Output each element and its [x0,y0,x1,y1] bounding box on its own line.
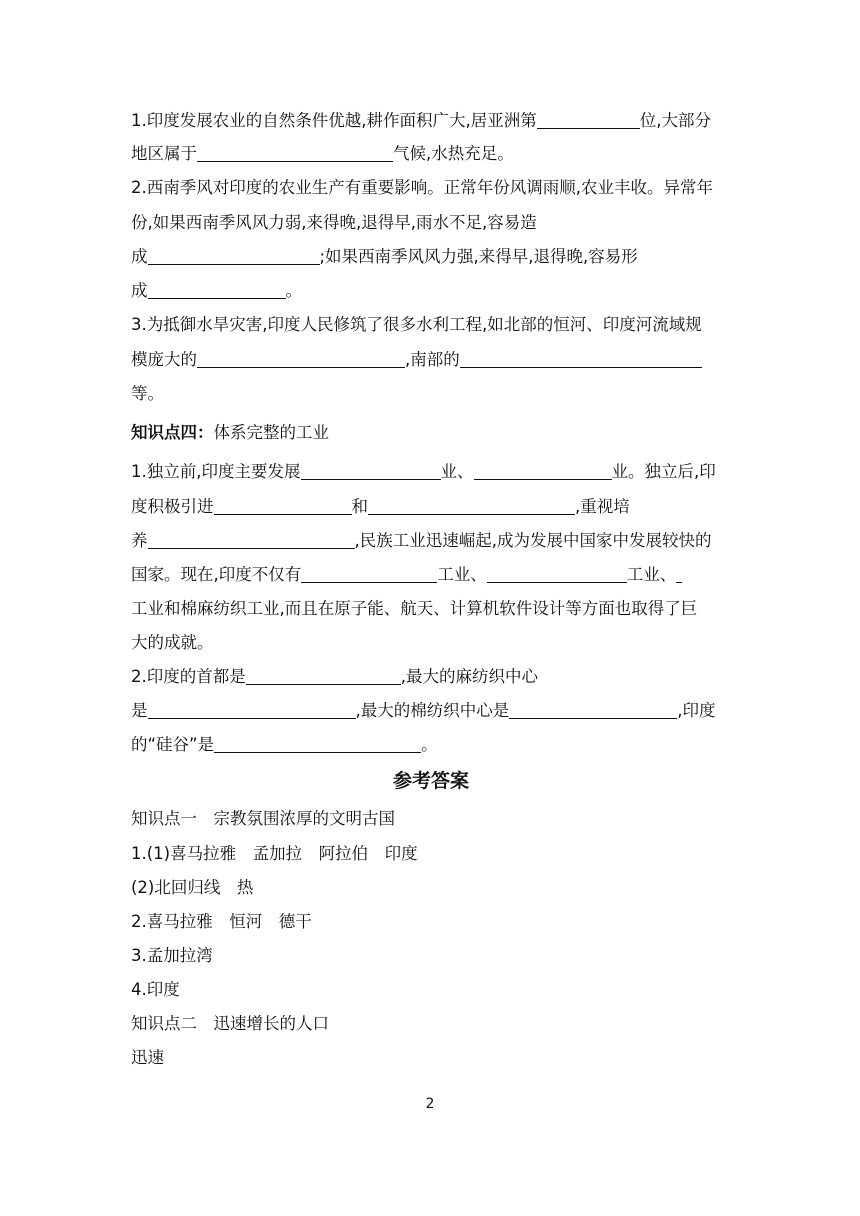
q3-text-1: 3.为抵御水旱灾害,印度人民修筑了很多水利工程,如北部的恒河、印度河流域规 [131,315,702,334]
s4q1-text-1b: 业、 [440,462,474,481]
s4q1-blank-industry-5[interactable] [676,564,682,583]
answer-line: 4.印度 [131,980,180,999]
s4q2-blank-silicon-valley[interactable] [214,734,421,753]
s4q1-text-1c: 业。独立后,印 [611,462,716,481]
q2-blank-drought[interactable] [148,246,320,265]
answer-line: 1.(1)喜马拉雅 孟加拉 阿拉伯 印度 [131,844,418,863]
s4q1-line-3 [131,524,712,557]
q2-text-1: 2.西南季风对印度的农业生产有重要影响。正常年份风调雨顺,农业丰收。异常年 [131,178,713,197]
q2-line-1 [131,171,713,204]
s4q1-blank-industry-2[interactable] [474,461,612,480]
s4q2-text-1b: ,最大的麻纺织中心 [400,667,538,686]
s4q1-text-5: 工业和棉麻纺织工业,而且在原子能、航天、计算机软件设计等方面也取得了巨 [131,599,698,618]
answer-line: (2)北回归线 热 [131,878,254,897]
s4q2-text-1: 2.印度的首都是 [131,667,246,686]
q1-text-cont: 位,大部分 [639,111,711,130]
q3-text-3: 等。 [131,384,164,403]
q3-blank-south[interactable] [460,349,702,368]
s4q2-line-2 [131,694,716,727]
s4q1-blank-industry-1[interactable] [301,461,441,480]
s4q1-text-4: 国家。现在,印度不仅有 [131,565,302,584]
answer-line: 知识点一 宗教氛围浓厚的文明古国 [131,809,395,828]
q3-text-2-cont: ,南部的 [405,350,460,369]
q3-blank-north[interactable] [197,349,405,368]
q3-line-2 [131,343,702,376]
s4q2-line-3 [131,728,438,761]
q3-text-2: 模庞大的 [131,350,197,369]
q2-text-3-cont: ;如果西南季风风力强,来得早,退得晚,容易形 [319,247,638,266]
q2-blank-flood[interactable] [148,280,286,299]
s4q1-text-2: 度积极引进 [131,497,214,516]
q2-line-3 [131,240,638,273]
s4q2-text-2c: ,印度 [677,701,716,720]
s4q1-text-4c: 工业、 [626,565,677,584]
s4q1-text-2c: ,重视培 [575,497,630,516]
q2-line-2 [131,206,537,239]
s4q2-text-3: 的“硅谷”是 [131,735,215,754]
q2-text-2: 份,如果西南季风风力弱,来得晚,退得早,雨水不足,容易造 [131,213,537,232]
s4q1-text-3: 养 [131,531,148,550]
answer-line: 知识点二 迅速增长的人口 [131,1014,329,1033]
q1-text: 1.印度发展农业的自然条件优越,耕作面积广大,居亚洲第 [131,111,537,130]
s4q1-text-2b: 和 [351,497,368,516]
answers-title: 参考答案 [392,770,469,792]
q1-blank-rank[interactable] [537,110,640,129]
q3-line-1 [131,308,702,341]
s4q1-line-1 [131,455,716,488]
s4q1-blank-industry-3[interactable] [301,564,437,583]
q2-text-3: 成 [131,247,148,266]
s4q2-blank-capital[interactable] [246,666,401,685]
s4q1-blank-industry-4[interactable] [487,564,627,583]
s4q2-text-2: 是 [131,701,148,720]
s4q2-blank-jute-center[interactable] [148,700,356,719]
q3-line-3 [131,377,164,410]
section-4-title: 体系完整的工业 [213,423,329,442]
answer-line: 2.喜马拉雅 恒河 德干 [131,912,312,931]
s4q2-blank-cotton-center[interactable] [509,700,677,719]
answer-line: 迅速 [131,1048,164,1067]
s4q1-text-1: 1.独立前,印度主要发展 [131,462,301,481]
s4q1-line-2 [131,490,630,523]
q1-text-2: 地区属于 [131,144,197,163]
s4q1-blank-import-2[interactable] [368,496,575,515]
s4q1-line-5 [131,592,697,625]
q1-text-2-cont: 气候,水热充足。 [393,144,514,163]
q2-text-4: 成 [131,281,148,300]
s4q1-blank-import-1[interactable] [214,496,352,515]
s4q1-blank-cultivate[interactable] [148,530,355,549]
q1-line-1 [131,104,711,137]
answer-line: 3.孟加拉湾 [131,946,213,965]
section-4-label: 知识点四： [131,423,214,442]
s4q1-text-3b: ,民族工业迅速崛起,成为发展中国家中发展较快的 [354,531,712,550]
s4q2-text-3b: 。 [421,735,438,754]
s4q2-line-1 [131,660,538,693]
s4q1-text-6: 大的成就。 [131,633,214,652]
s4q1-text-4b: 工业、 [437,565,487,584]
q1-line-2 [131,137,514,170]
s4q2-text-2b: ,最大的棉纺织中心是 [355,701,510,720]
q2-text-4-end: 。 [285,281,302,300]
page-number: 2 [425,1096,435,1112]
q2-line-4 [131,274,302,307]
section-4-heading [131,416,329,449]
s4q1-line-4 [131,558,682,591]
s4q1-line-6 [131,626,214,659]
q1-blank-climate[interactable] [197,143,393,162]
